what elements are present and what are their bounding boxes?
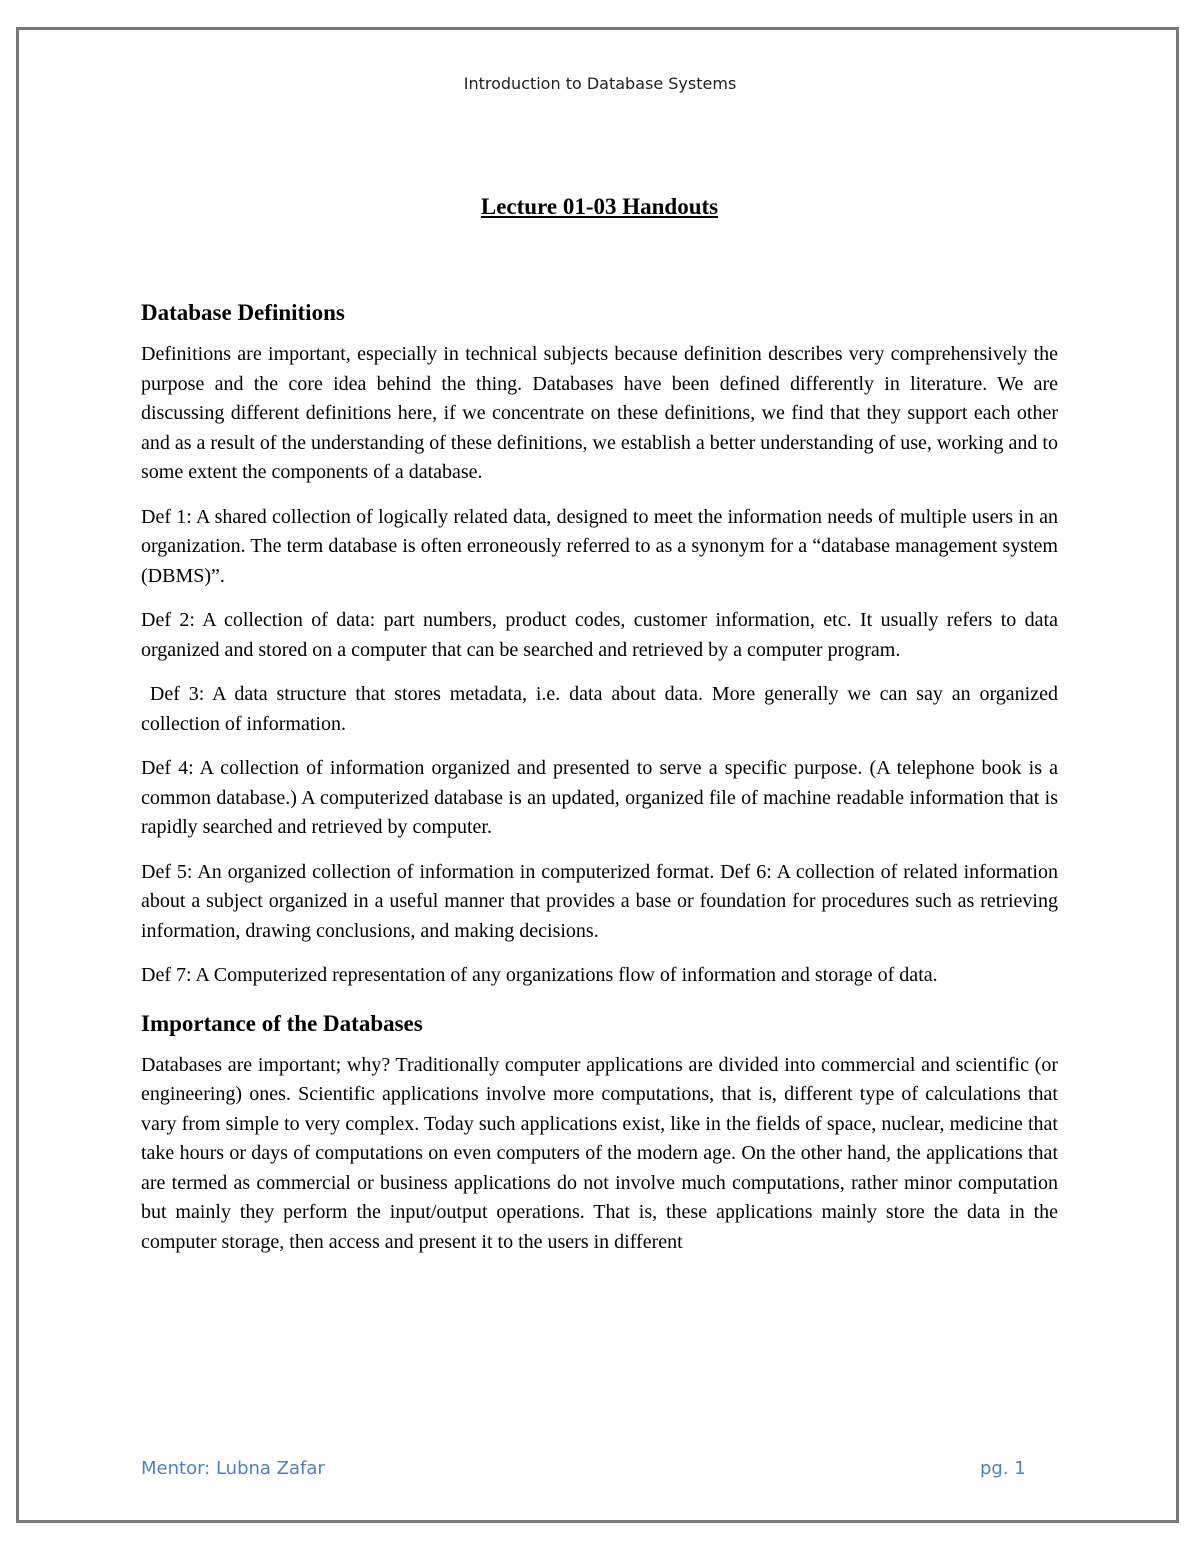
paragraph-def-3: Def 3: A data structure that stores metadata, i.e. data about data. More generally we can say an organized collection of information. bbox=[141, 683, 1063, 735]
paragraph-def-1: Def 1: A shared collection of logically related data, designed to meet the information needs of multiple users in an organization. The term database is often erroneously referred to as a synonym for a “database management system (DBMS)”. bbox=[141, 505, 1058, 587]
footer-page-number: pg. 1 bbox=[980, 1458, 1026, 1479]
paragraph-importance: Databases are important; why? Traditionally computer applications are divided into commercial and scientific (or engineering) ones. Scientific applications involve more computations, that is, different type of calculations that vary from simple to very complex. Today such applications exist, like in the fields of space, nuclear, medicine that take hours or days of computations on even computers of the modern age. On the other hand, the applications that are termed as commercial or business applications do not involve much computations, rather minor computation but mainly they perform the input/output operations. That is, these applications mainly store the data in the computer storage, then access and present it to the users in different bbox=[141, 1053, 1058, 1253]
running-header: Introduction to Database Systems bbox=[463, 74, 737, 93]
document-title: Lecture 01-03 Handouts bbox=[480, 194, 719, 219]
document-body bbox=[141, 190, 1063, 1272]
paragraph-def-5-6: Def 5: An organized collection of information in computerized format. Def 6: A collection of related information about a subject organized in a useful manner that provides a base or foundation for procedures such as retrieving information, drawing conclusions, and making decisions. bbox=[141, 860, 1058, 942]
section-heading-importance: Importance of the Databases bbox=[141, 1010, 423, 1036]
paragraph-intro: Definitions are important, especially in technical subjects because definition describes very comprehensively the purpose and the core idea behind the thing. Databases have been defined differently in literature. We are discussing different definitions here, if we concentrate on these definitions, we find that they support each other and as a result of the understanding of these definitions, we establish a better understanding of use, working and to some extent the components of a database. bbox=[141, 343, 1058, 483]
section-heading-definitions: Database Definitions bbox=[141, 300, 345, 325]
paragraph-def-7: Def 7: A Computerized representation of any organizations flow of information and storage of data. bbox=[141, 964, 938, 986]
footer-mentor: Mentor: Lubna Zafar bbox=[141, 1458, 325, 1479]
paragraph-def-4: Def 4: A collection of information organized and presented to serve a specific purpose. (A telephone book is a common database.) A computerized database is an updated, organized file of machine readable information that is rapidly searched and retrieved by computer. bbox=[141, 757, 1058, 838]
paragraph-def-2: Def 2: A collection of data: part numbers, product codes, customer information, etc. It usually refers to data organized and stored on a computer that can be searched and retrieved by a computer program. bbox=[141, 609, 1058, 661]
